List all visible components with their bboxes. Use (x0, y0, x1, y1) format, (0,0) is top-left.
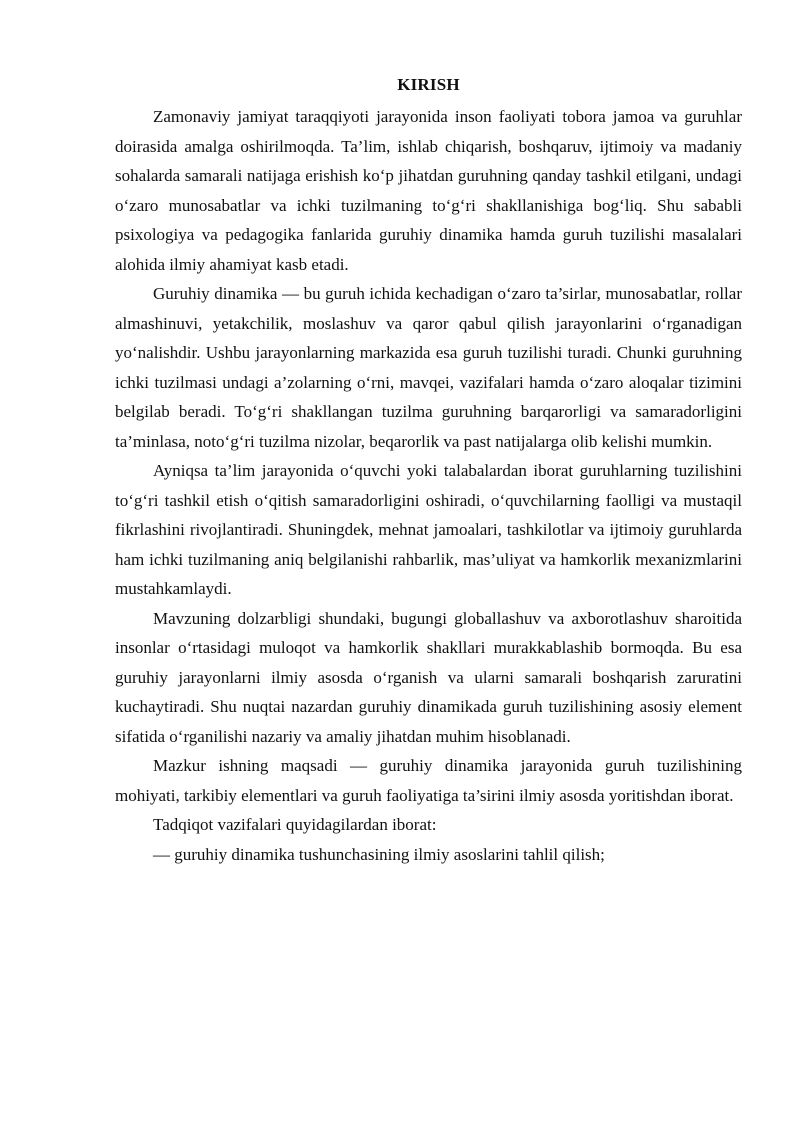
paragraph-research-task-item: — guruhiy dinamika tushunchasining ilmiy asoslarini tahlil qilish; (153, 844, 605, 864)
paragraph-introduction: Zamonaviy jamiyat taraqqiyoti jarayonida inson faoliyati tobora jamoa va guruhlar doirasida amalga oshirilmoqda. Ta’lim, ishlab chiqarish, boshqaruv, ijtimoiy va madaniy sohalarda samarali natijaga erishish ko‘p jihatdan guruhning qanday tashkil etilgani, undagi o‘zaro munosabatlar va ichki tuzilmaning to‘g‘ri shakllanishiga bog‘liq. Shu sababli psixologiya va pedagogika fanlarida guruhiy dinamika hamda guruh tuzilishi masalalari alohida ilmiy ahamiyat kasb etadi. (115, 107, 742, 274)
paragraph-research-tasks-heading: Tadqiqot vazifalari quyidagilardan iborat: (153, 815, 437, 834)
paragraph-group-dynamics-definition: Guruhiy dinamika — bu guruh ichida kechadigan o‘zaro ta’sirlar, munosabatlar, rollar almashinuvi, yetakchilik, moslashuv va qaror qabul qilish jarayonlarini o‘rganadigan yo‘nalishdir. Ushbu jarayonlarning markazida esa guruh tuzilishi turadi. Chunki guruhning ichki tuzilmasi undagi a’zolarning o‘rni, mavqei, vazifalari hamda o‘zaro aloqalar tizimini belgilab beradi. To‘g‘ri shakllangan tuzilma guruhning barqarorligi va samaradorligini ta’minlasa, noto‘g‘ri tuzilma nizolar, beqarorlik va past natijalarga olib kelishi mumkin. (115, 284, 742, 451)
paragraph-topic-relevance: Mavzuning dolzarbligi shundaki, bugungi globallashuv va axborotlashuv sharoitida insonlar o‘rtasidagi muloqot va hamkorlik shakllari murakkablashib bormoqda. Bu esa guruhiy jarayonlarni ilmiy asosda o‘rganish va ularni samarali boshqarish zaruratini kuchaytiradi. Shu nuqtai nazardan guruhiy dinamikada guruh tuzilishining asosiy element sifatida o‘rganilishi nazariy va amaliy jihatdan muhim hisoblanadi. (115, 608, 742, 746)
document-body (115, 74, 742, 869)
paragraph-research-aim: Mazkur ishning maqsadi — guruhiy dinamika jarayonida guruh tuzilishining mohiyati, tarkibiy elementlari va guruh faoliyatiga ta’sirini ilmiy asosda yoritishdan iborat. (115, 756, 742, 805)
paragraph-education-context: Ayniqsa ta’lim jarayonida o‘quvchi yoki talabalardan iborat guruhlarning tuzilishini to‘g‘ri tashkil etish o‘qitish samaradorligini oshiradi, o‘quvchilarning faolligi va mustaqil fikrlashini rivojlantiradi. Shuningdek, mehnat jamoalari, tashkilotlar va ijtimoiy guruhlarda ham ichki tuzilmaning aniq belgilanishi rahbarlik, mas’uliyat va hamkorlik mexanizmlarini mustahkamlaydi. (115, 461, 742, 598)
section-title: KIRISH (397, 75, 460, 94)
